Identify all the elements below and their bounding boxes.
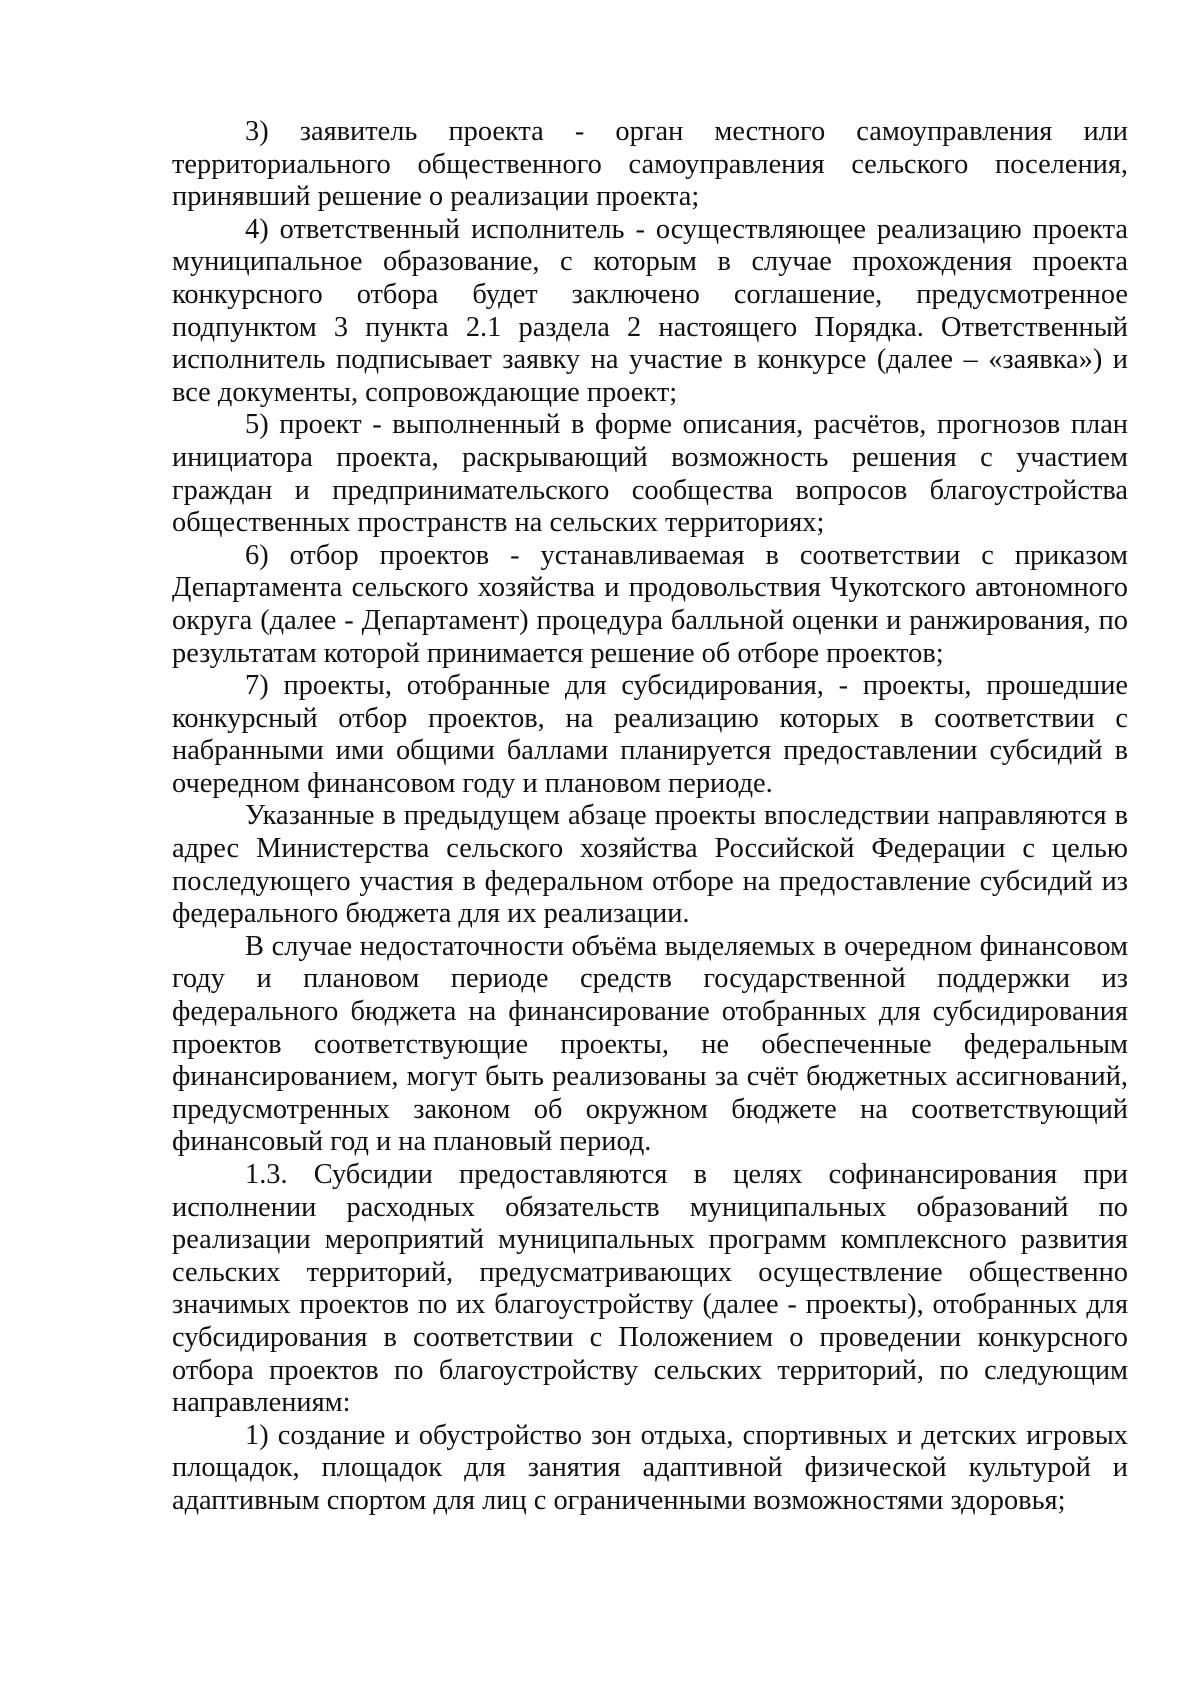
paragraph-federal-selection: Указанные в предыдущем абзаце проекты впоследствии направляются в адрес Министерства сельского хозяйства Российской Федерации с целью последующего участия в федеральном отборе на предоставление субсидий из федерального бюджета для их реализации. bbox=[172, 800, 1128, 930]
paragraph-item-4-executor: 4) ответственный исполнитель - осуществляющее реализацию проекта муниципальное образование, с которым в случае прохождения проекта конкурсного отбора будет заключено соглашение, предусмотренное подпунктом 3 пункта 2.1 раздела 2 настоящего Порядка. Ответственный исполнитель подписывает заявку на участие в конкурсе (далее – «заявка») и все документы, сопровождающие проект; bbox=[172, 213, 1128, 408]
paragraph-item-3-applicant: 3) заявитель проекта - орган местного самоуправления или территориального общественного самоуправления сельского поселения, принявший решение о реализации проекта; bbox=[172, 116, 1128, 213]
paragraph-section-1-3: 1.3. Субсидии предоставляются в целях софинансирования при исполнении расходных обязательств муниципальных образований по реализации мероприятий муниципальных программ комплексного развития сельских территорий, предусматривающих осуществление общественно значимых проектов по их благоустройству (далее - проекты), отобранных для субсидирования в соответствии с Положением о проведении конкурсного отбора проектов по благоустройству сельских территорий, по следующим направлениям: bbox=[172, 1159, 1128, 1419]
document-body bbox=[172, 116, 1128, 1518]
paragraph-item-7-selected-projects: 7) проекты, отобранные для субсидирования, - проекты, прошедшие конкурсный отбор проектов, на реализацию которых в соответствии с набранными ими общими баллами планируется предоставлении субсидий в очередном финансовом году и плановом периоде. bbox=[172, 670, 1128, 799]
paragraph-direction-1: 1) создание и обустройство зон отдыха, спортивных и детских игровых площадок, площадок для занятия адаптивной физической культурой и адаптивным спортом для лиц с ограниченными возможностями здоровья; bbox=[172, 1419, 1128, 1516]
paragraph-item-5-project: 5) проект - выполненный в форме описания, расчётов, прогнозов план инициатора проекта, раскрывающий возможность решения с участием граждан и предпринимательского сообщества вопросов благоустройства общественных пространств на сельских территориях; bbox=[172, 409, 1128, 539]
paragraph-item-6-selection: 6) отбор проектов - устанавливаемая в соответствии с приказом Департамента сельского хозяйства и продовольствия Чукотского автономного округа (далее - Департамент) процедура балльной оценки и ранжирования, по результатам которой принимается решение об отборе проектов; bbox=[172, 539, 1128, 669]
paragraph-funding-shortage: В случае недостаточности объёма выделяемых в очередном финансовом году и плановом периоде средств государственной поддержки из федерального бюджета на финансирование отобранных для субсидирования проектов соответствующие проекты, не обеспеченные федеральным финансированием, могут быть реализованы за счёт бюджетных ассигнований, предусмотренных законом об окружном бюджете на соответствующий финансовый год и на плановый период. bbox=[172, 930, 1128, 1158]
